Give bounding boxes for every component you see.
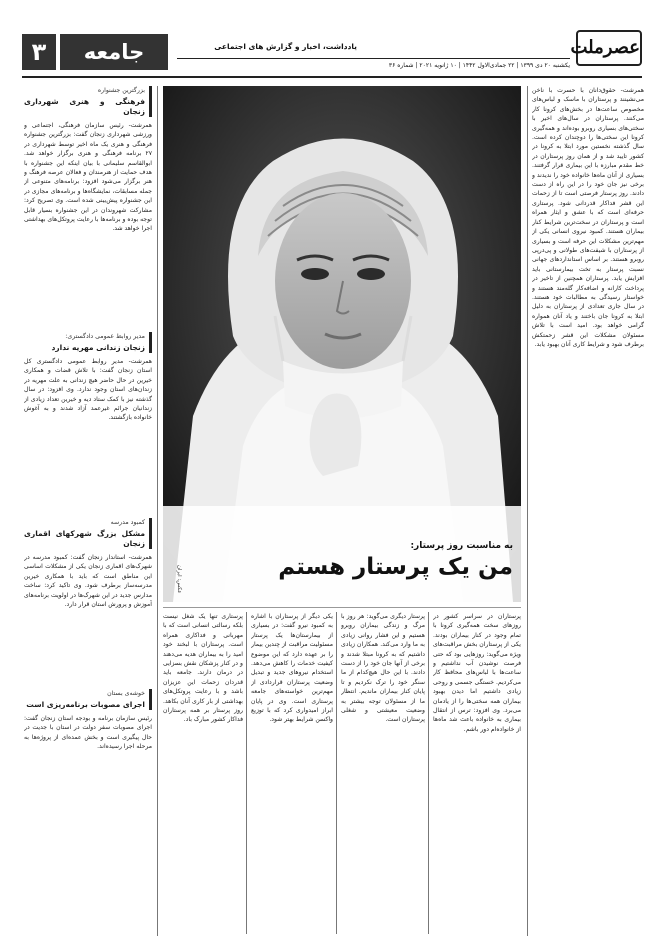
- dateline: یکشنبه ۲۰ دی ۱۳۹۹ | ۲۲ جمادی‌الاول ۱۴۴۲ | ۱۰ ژانویه ۲۰۲۱ | شماره ۳۶: [177, 58, 570, 70]
- news-item-festival: [24, 86, 152, 117]
- masthead: [22, 30, 642, 74]
- headline-main: من یک پرستار هستم: [278, 554, 513, 580]
- bottom-column-1: [433, 612, 521, 934]
- bottom-column-2: [341, 612, 425, 934]
- news-kicker: مدیر روابط عمومی دادگستری:: [65, 333, 145, 340]
- article-body: پرستاری تنها یک شغل نیست بلکه رسالتی انسانی است که با مهربانی و فداکاری همراه است. پرستاران با لبخند خود امید را به بیماران هدیه می‌دهند و در کنار پزشکان نقش بسزایی در درمان دارند. جامعه باید قدردان زحمات این عزیزان باشد و با رعایت پروتکل‌های بهداشتی از بار کاری آنان بکاهد. روز پرستار بر همه پرستاران فداکار کشور مبارک باد.: [163, 613, 243, 724]
- left-news-column: [24, 86, 152, 936]
- news-item-school: [24, 518, 152, 549]
- page-number: ۳: [22, 34, 56, 70]
- photo-credit: عکس: ایران: [176, 565, 182, 594]
- nurse-portrait-illustration: [163, 86, 521, 602]
- news-item-prison: [24, 332, 152, 353]
- news-title: فرهنگی و هنری شهرداری زنجان: [24, 97, 145, 116]
- news-title: مشکل بزرگ شهرکهای اقماری زنجان: [24, 529, 145, 548]
- right-article-column: [532, 86, 644, 936]
- section-subtitle: یادداشت، اخبار و گزارش های اجتماعی: [214, 42, 357, 51]
- news-body: همرشت- مدیر روابط عمومی دادگستری کل استان زنجان گفت: با تلاش قضات و همکاری خیرین در حال حاضر هیچ زندانی به علت مهریه در زندان‌های استان وجود ندارد. وی افزود: در سال گذشته نیز با کمک ستاد دیه و خیرین تعداد زیادی از زندانیان جرائم غیرعمد آزاد شدند و به آغوش خانواده بازگشتند.: [24, 358, 152, 422]
- news-body: همرشت- استاندار زنجان گفت: کمبود مدرسه در شهرک‌های اقماری زنجان یکی از مشکلات اساسی این مناطق است که باید با همکاری خیرین مدرسه‌ساز برطرف شود. وی تاکید کرد: ساخت مدارس جدید در این شهرک‌ها در اولویت برنامه‌های آموزش و پرورش استان قرار دارد.: [24, 554, 152, 609]
- news-title: زنجان زندانی مهریه ندارد: [51, 343, 145, 352]
- news-kicker: بزرگترین جشنواره: [97, 87, 145, 94]
- headline-kicker: به مناسبت روز پرستار:: [410, 541, 513, 551]
- nurse-photo: [163, 86, 521, 602]
- bottom-divider: [163, 607, 521, 608]
- news-body: رئیس سازمان برنامه و بودجه استان زنجان گفت: اجرای مصوبات سفر دولت در استان با جدیت در حال پیگیری است و بخش عمده‌ای از پروژه‌ها به مرحله اجرا رسیده‌اند.: [24, 715, 152, 751]
- news-item-planning: [24, 689, 152, 710]
- article-body: یکی دیگر از پرستاران با اشاره به کمبود نیرو گفت: در بسیاری از بیمارستان‌ها یک پرستار مسئولیت مراقبت از چندین بیمار را بر عهده دارد که این موضوع کیفیت خدمات را کاهش می‌دهد. استخدام نیروهای جدید و تبدیل وضعیت پرستاران قراردادی از مهم‌ترین خواسته‌های جامعه پرستاری است. وی در پایان ابراز امیدواری کرد که با توزیع واکسن شرایط بهتر شود.: [251, 613, 333, 724]
- bottom-column-3: [251, 612, 333, 934]
- article-body: همرشت- حقوق‌دانان با حسرت با ناخن می‌نشینند و پرستاران با ماسک و لباس‌های مخصوص ساعت‌ها در بخش‌های کرونا کار می‌کنند. پرستاران در سال‌های اخیر با سختی‌های بسیاری روبرو بوده‌اند و همه‌گیری کرونا این سختی‌ها را دوچندان کرده است. سال گذشته نخستین مورد ابتلا به کرونا در کشور تایید شد و از همان روز پرستاران در خط مقدم مبارزه با این بیماری قرار گرفتند. بسیاری از آنان ماه‌ها خانواده خود را ندیدند و برخی نیز جان خود را در این راه از دست دادند. روز پرستار فرصتی است تا از زحمات این قشر فداکار قدردانی شود. پرستاری حرفه‌ای است که با عشق و ایثار همراه است و پرستاران در سخت‌ترین شرایط کنار بیماران هستند. کمبود نیروی انسانی یکی از مهم‌ترین مشکلات این حرفه است و بسیاری از پرستاران با شیفت‌های طولانی و پی‌درپی روبرو هستند. بر اساس استانداردهای جهانی نسبت پرستار به تخت بیمارستانی باید افزایش یابد. پرستاران همچنین از تاخیر در پرداخت کارانه و اضافه‌کار گله‌مند هستند و خواستار رسیدگی به مطالبات خود هستند. در سال جاری تعدادی از پرستاران به دلیل ابتلا به کرونا جان باختند و یاد آنان همواره گرامی خواهد بود. امید است با تلاش مسئولان مشکلات این قشر زحمتکش برطرف شود و شرایط کاری آنان بهبود یابد.: [532, 87, 644, 348]
- news-title: اجرای مصوبات برنامه‌ریزی است: [26, 700, 145, 709]
- feature-headline: [173, 540, 513, 582]
- column-divider: [246, 612, 247, 934]
- column-divider: [527, 86, 528, 936]
- newspaper-logo: عصرملت: [576, 30, 642, 66]
- column-divider: [336, 612, 337, 934]
- header-divider: [22, 76, 642, 78]
- article-body: پرستار دیگری می‌گوید: هر روز با مرگ و زندگی بیماران روبرو هستیم و این فشار روانی زیادی به ما وارد می‌کند. همکاران زیادی داشتیم که به کرونا مبتلا شدند و برخی از آنها جان خود را از دست دادند. با این حال هیچ‌کدام از ما سنگر خود را ترک نکردیم و تا پایان کنار بیماران ماندیم. انتظار ما از مسئولان توجه بیشتر به وضعیت معیشتی و شغلی پرستاران است.: [341, 613, 425, 724]
- news-kicker: کمبود مدرسه: [110, 519, 145, 526]
- bottom-column-4: [163, 612, 243, 934]
- article-body: پرستاران در سراسر کشور در روزهای سخت همه‌گیری کرونا با تمام وجود در کنار بیماران بودند. یکی از پرستاران بخش مراقبت‌های ویژه می‌گوید: روزهایی بود که حتی فرصت نوشیدن آب نداشتیم و ساعت‌ها با لباس‌های محافظ کار می‌کردیم. خستگی جسمی و روحی زیادی داشتیم اما دیدن بهبود بیماران همه سختی‌ها را از یادمان می‌برد. وی افزود: ترس از انتقال بیماری به خانواده باعث شد ماه‌ها از خانواده‌ام دور باشم.: [433, 613, 521, 733]
- column-divider: [157, 86, 158, 936]
- column-divider: [428, 612, 429, 934]
- news-kicker: خوشه‌ی بستان: [107, 690, 145, 697]
- news-body: همرشت- رئیس سازمان فرهنگی، اجتماعی و ورزشی شهرداری زنجان گفت: بزرگترین جشنواره فرهنگی و هنری یک ماه اخیر توسط شهرداری در ۲۷ برنامه فرهنگی و هنری برگزار خواهد شد. ابوالقاسم سلیمانی با بیان اینکه این جشنواره با هدف حمایت از هنرمندان و فعالان عرصه فرهنگ و هنر برگزار می‌شود افزود: برنامه‌های متنوعی از جمله مسابقات، نمایشگاه‌ها و برنامه‌های مجازی در این جشنواره پیش‌بینی شده است. وی تصریح کرد: مشارکت شهروندان در این جشنواره بسیار قابل توجه بوده و برنامه‌ها با رعایت پروتکل‌های بهداشتی اجرا خواهد شد.: [24, 122, 152, 233]
- section-name: جامعه: [60, 34, 168, 70]
